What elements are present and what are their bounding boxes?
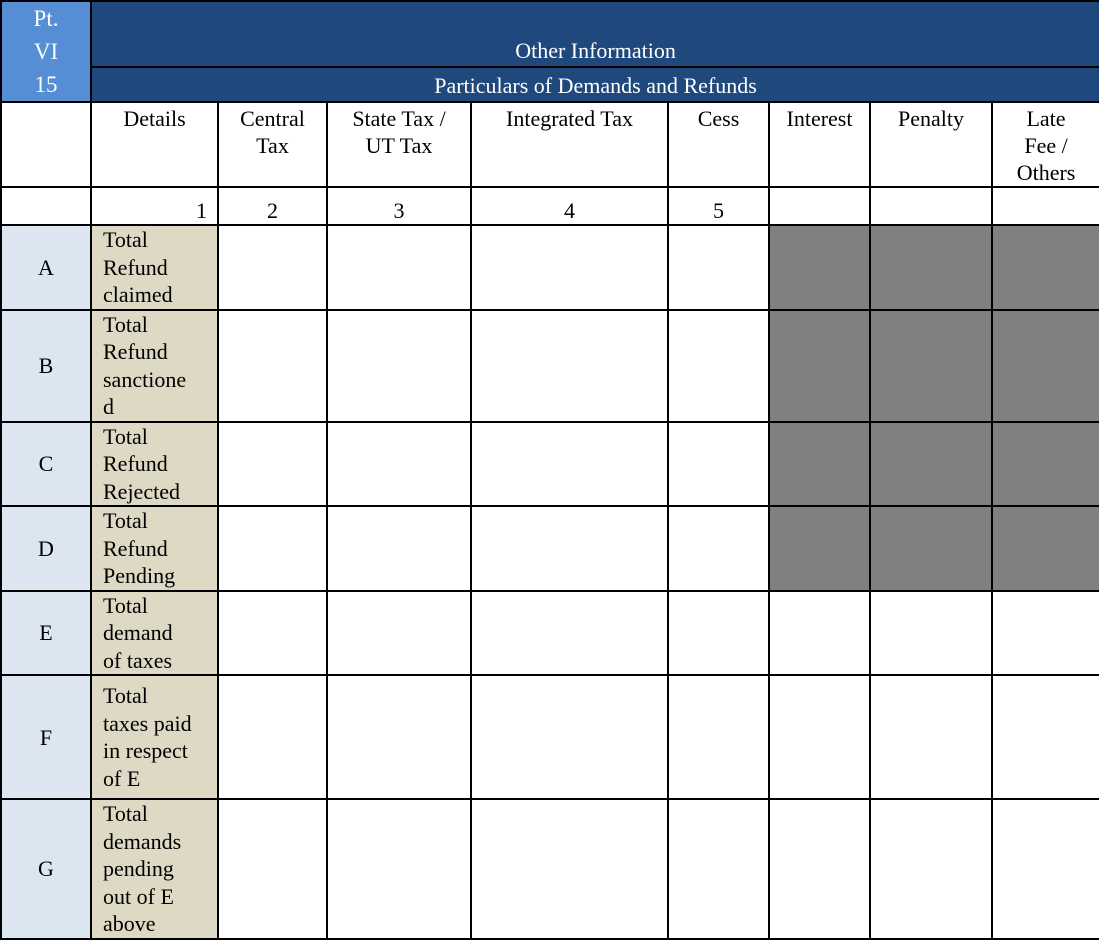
- input-cell-central-tax[interactable]: [218, 799, 327, 939]
- blank-number-cell: [769, 187, 870, 225]
- shaded-na-cell: [870, 506, 992, 591]
- row-detail: Total Refund sanctione d: [91, 310, 218, 422]
- row-detail: Total Refund Rejected: [91, 422, 218, 507]
- input-cell-interest[interactable]: [769, 799, 870, 939]
- blank-number-cell: [1, 187, 91, 225]
- part-table-number: 15: [34, 72, 58, 97]
- input-cell-integrated-tax[interactable]: [471, 591, 668, 676]
- shaded-na-cell: [992, 310, 1099, 422]
- input-cell-central-tax[interactable]: [218, 591, 327, 676]
- shaded-na-cell: [769, 422, 870, 507]
- table-row: [1, 675, 1099, 799]
- input-cell-penalty[interactable]: [870, 675, 992, 799]
- shaded-na-cell: [992, 506, 1099, 591]
- input-cell-state-tax[interactable]: [327, 675, 471, 799]
- blank-number-cell: [870, 187, 992, 225]
- col-header-central-tax: Central Tax: [218, 102, 327, 187]
- col-number-4: 4: [471, 187, 668, 225]
- input-cell-state-tax[interactable]: [327, 422, 471, 507]
- part-number: [1, 1, 91, 102]
- row-letter: A: [1, 225, 91, 310]
- input-cell-late-fee[interactable]: [992, 799, 1099, 939]
- input-cell-integrated-tax[interactable]: [471, 225, 668, 310]
- input-cell-central-tax[interactable]: [218, 310, 327, 422]
- table-row: [1, 310, 1099, 422]
- row-letter: G: [1, 799, 91, 939]
- row-detail: Total Refund Pending: [91, 506, 218, 591]
- shaded-na-cell: [992, 422, 1099, 507]
- table-row: [1, 225, 1099, 310]
- input-cell-cess[interactable]: [668, 506, 769, 591]
- input-cell-central-tax[interactable]: [218, 422, 327, 507]
- part-roman: VI: [33, 39, 59, 64]
- input-cell-cess[interactable]: [668, 225, 769, 310]
- col-header-interest: Interest: [769, 102, 870, 187]
- input-cell-integrated-tax[interactable]: [471, 422, 668, 507]
- input-cell-interest[interactable]: [769, 675, 870, 799]
- col-header-state-tax: State Tax / UT Tax: [327, 102, 471, 187]
- input-cell-cess[interactable]: [668, 675, 769, 799]
- table-row: [1, 799, 1099, 939]
- shaded-na-cell: [992, 225, 1099, 310]
- input-cell-integrated-tax[interactable]: [471, 799, 668, 939]
- input-cell-central-tax[interactable]: [218, 675, 327, 799]
- table-row: [1, 591, 1099, 676]
- col-number-2: 2: [218, 187, 327, 225]
- row-letter: F: [1, 675, 91, 799]
- input-cell-penalty[interactable]: [870, 591, 992, 676]
- input-cell-state-tax[interactable]: [327, 506, 471, 591]
- input-cell-late-fee[interactable]: [992, 591, 1099, 676]
- input-cell-central-tax[interactable]: [218, 225, 327, 310]
- input-cell-state-tax[interactable]: [327, 225, 471, 310]
- table-subtitle: Particulars of Demands and Refunds: [91, 67, 1099, 102]
- shaded-na-cell: [769, 310, 870, 422]
- input-cell-interest[interactable]: [769, 591, 870, 676]
- input-cell-integrated-tax[interactable]: [471, 675, 668, 799]
- table-row: [1, 506, 1099, 591]
- row-detail: Total demand of taxes: [91, 591, 218, 676]
- input-cell-cess[interactable]: [668, 591, 769, 676]
- table-row: [1, 422, 1099, 507]
- input-cell-integrated-tax[interactable]: [471, 506, 668, 591]
- col-header-penalty: Penalty: [870, 102, 992, 187]
- input-cell-penalty[interactable]: [870, 799, 992, 939]
- shaded-na-cell: [870, 422, 992, 507]
- col-number-1: 1: [91, 187, 218, 225]
- input-cell-central-tax[interactable]: [218, 506, 327, 591]
- col-number-3: 3: [327, 187, 471, 225]
- input-cell-state-tax[interactable]: [327, 591, 471, 676]
- blank-number-cell: [992, 187, 1099, 225]
- column-number-row: [1, 187, 1099, 225]
- input-cell-state-tax[interactable]: [327, 799, 471, 939]
- input-cell-late-fee[interactable]: [992, 675, 1099, 799]
- row-letter: C: [1, 422, 91, 507]
- col-header-integrated-tax: Integrated Tax: [471, 102, 668, 187]
- row-letter: B: [1, 310, 91, 422]
- shaded-na-cell: [870, 310, 992, 422]
- blank-header-cell: [1, 102, 91, 187]
- row-detail: Total demands pending out of E above: [91, 799, 218, 939]
- input-cell-integrated-tax[interactable]: [471, 310, 668, 422]
- col-number-5: 5: [668, 187, 769, 225]
- row-detail: Total taxes paid in respect of E: [91, 675, 218, 799]
- row-letter: E: [1, 591, 91, 676]
- input-cell-cess[interactable]: [668, 799, 769, 939]
- shaded-na-cell: [769, 225, 870, 310]
- col-header-details: Details: [91, 102, 218, 187]
- input-cell-state-tax[interactable]: [327, 310, 471, 422]
- section-title: Other Information: [91, 1, 1099, 67]
- shaded-na-cell: [870, 225, 992, 310]
- part-label: Pt.: [33, 6, 59, 31]
- input-cell-cess[interactable]: [668, 310, 769, 422]
- row-detail: Total Refund claimed: [91, 225, 218, 310]
- shaded-na-cell: [769, 506, 870, 591]
- row-letter: D: [1, 506, 91, 591]
- col-header-cess: Cess: [668, 102, 769, 187]
- column-header-row: [1, 102, 1099, 187]
- col-header-late-fee: Late Fee / Others: [992, 102, 1099, 187]
- input-cell-cess[interactable]: [668, 422, 769, 507]
